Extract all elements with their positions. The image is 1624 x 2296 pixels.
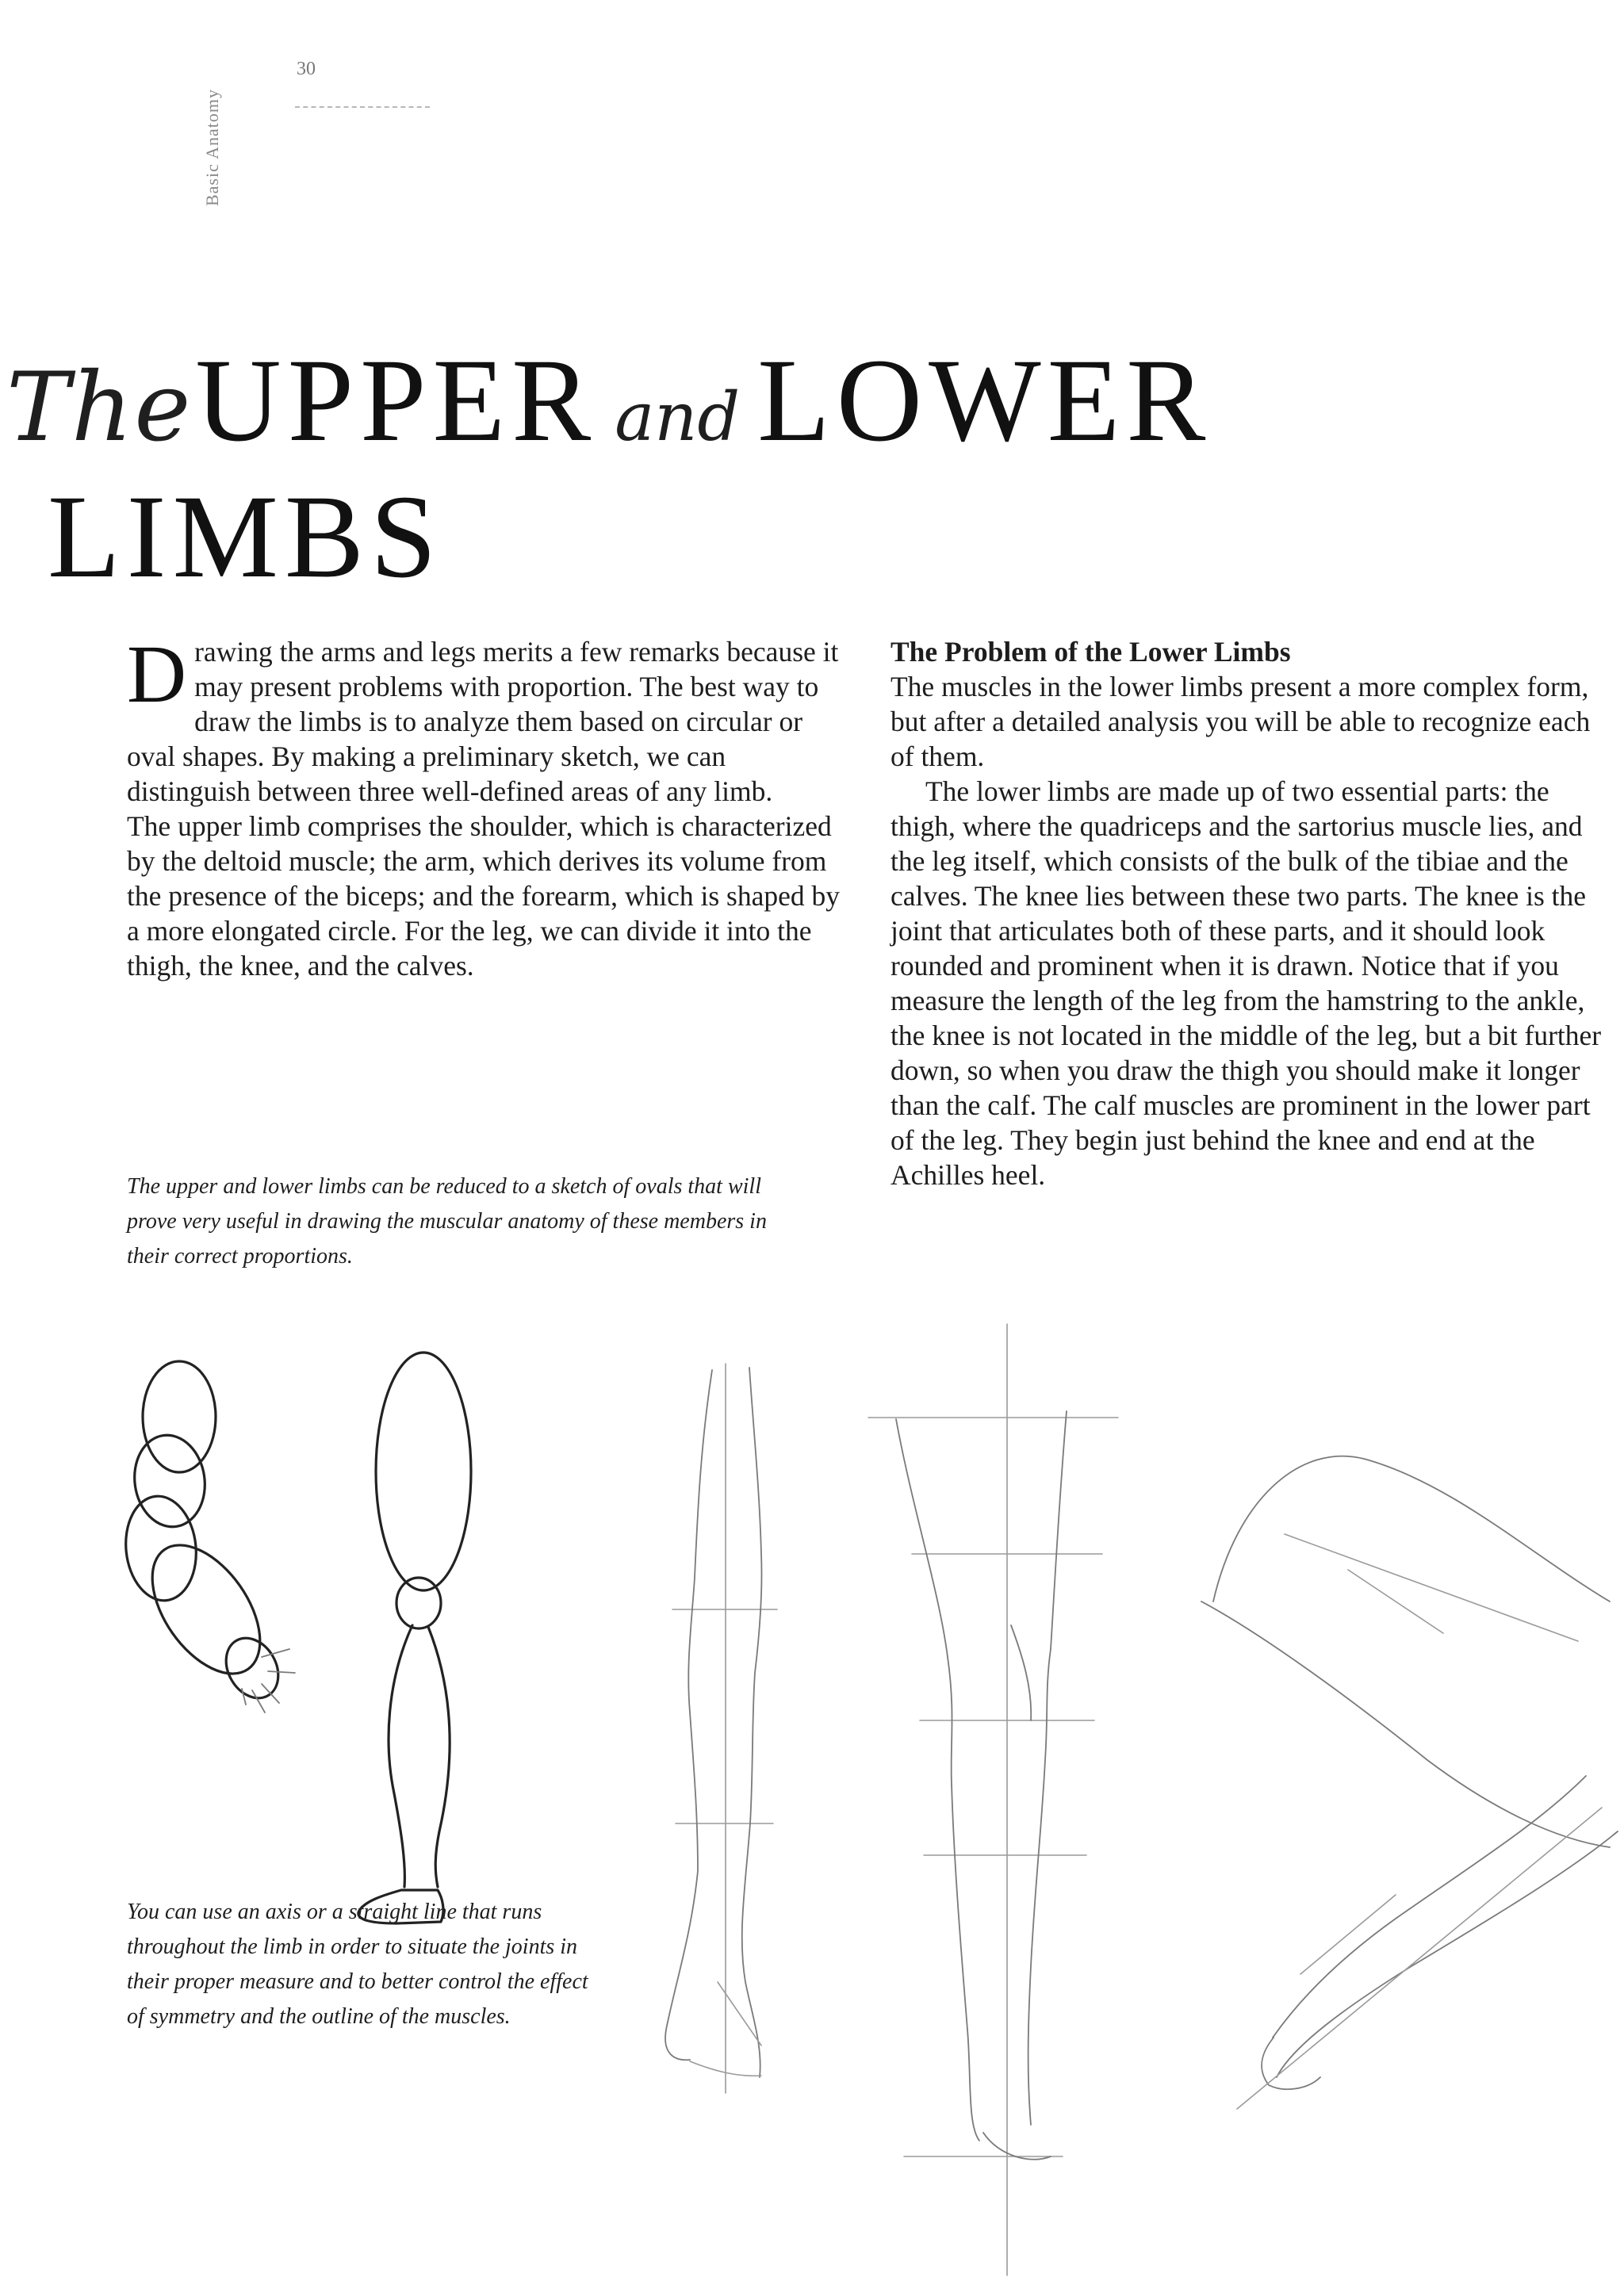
title-word-upper: UPPER [195, 335, 598, 466]
section-label: Basic Anatomy [202, 88, 222, 207]
title-word-and: and [615, 378, 741, 456]
page-number: 30 [297, 59, 316, 79]
intro-paragraph [127, 629, 841, 809]
lower-limbs-intro: The muscles in the lower limbs present a more complex form, but after a detailed analysis you will be able to recognize each of them. [891, 671, 1591, 772]
drop-cap: D [127, 629, 187, 720]
right-column [891, 634, 1604, 1192]
lower-limbs-detail: The lower limbs are made up of two essential parts: the thigh, where the quadriceps and the sartorius muscle lies, and the leg itself, which consists of the bulk of the tibiae and the calves. The knee lies between these two parts. The knee is the joint that articulates both of these parts, and it should look rounded and prominent when it is drawn. Notice that if you measure the length of the leg from the hamstring to the ankle, the knee is not located in the middle of the leg, but a bit further down, so when you draw the thigh you should make it longer than the calf. The calf muscles are prominent in the lower part of the leg. They begin just behind the knee and end at the Achilles heel. [891, 775, 1602, 1191]
arm-oval-sketch [121, 1361, 295, 1712]
title-word-lower: LOWER [757, 335, 1212, 466]
title-line-1 [6, 335, 1212, 466]
leg-bent-sketch [1201, 1456, 1618, 2109]
upper-limb-paragraph: The upper limb comprises the shoulder, which is characterized by the deltoid muscle; the arm, which derives its volume from the presence of the biceps; and the forearm, which is shaped by a more elongated circle. For the leg, we can divide it into the thigh, the knee, and the calves. [127, 810, 841, 982]
leg-axis-sketch-front [868, 1324, 1118, 2275]
title-word-the: The [6, 353, 193, 463]
leg-axis-sketch-side [665, 1364, 777, 2093]
leg-oval-sketch [358, 1353, 471, 1923]
title-word-limbs: LIMBS [48, 471, 443, 603]
intro-text: rawing the arms and legs merits a few remarks because it may present problems with proportion. The best way to draw the limbs is to analyze them based on circular or oval shapes. By making a preliminary sketch, we can distinguish between three well-defined areas of any limb. [127, 636, 839, 807]
caption-ovals: The upper and lower limbs can be reduced to a sketch of ovals that will prove very useful in drawing the muscular anatomy of these members in their correct proportions. [127, 1174, 767, 1269]
folio-rule [295, 106, 430, 108]
left-column [127, 629, 841, 983]
caption-axis: You can use an axis or a straight line that runs throughout the limb in order to situate the joints in their proper measure and to better control the effect of symmetry and the outline of the muscles. [127, 1900, 588, 2029]
section-heading: The Problem of the Lower Limbs [891, 636, 1291, 668]
